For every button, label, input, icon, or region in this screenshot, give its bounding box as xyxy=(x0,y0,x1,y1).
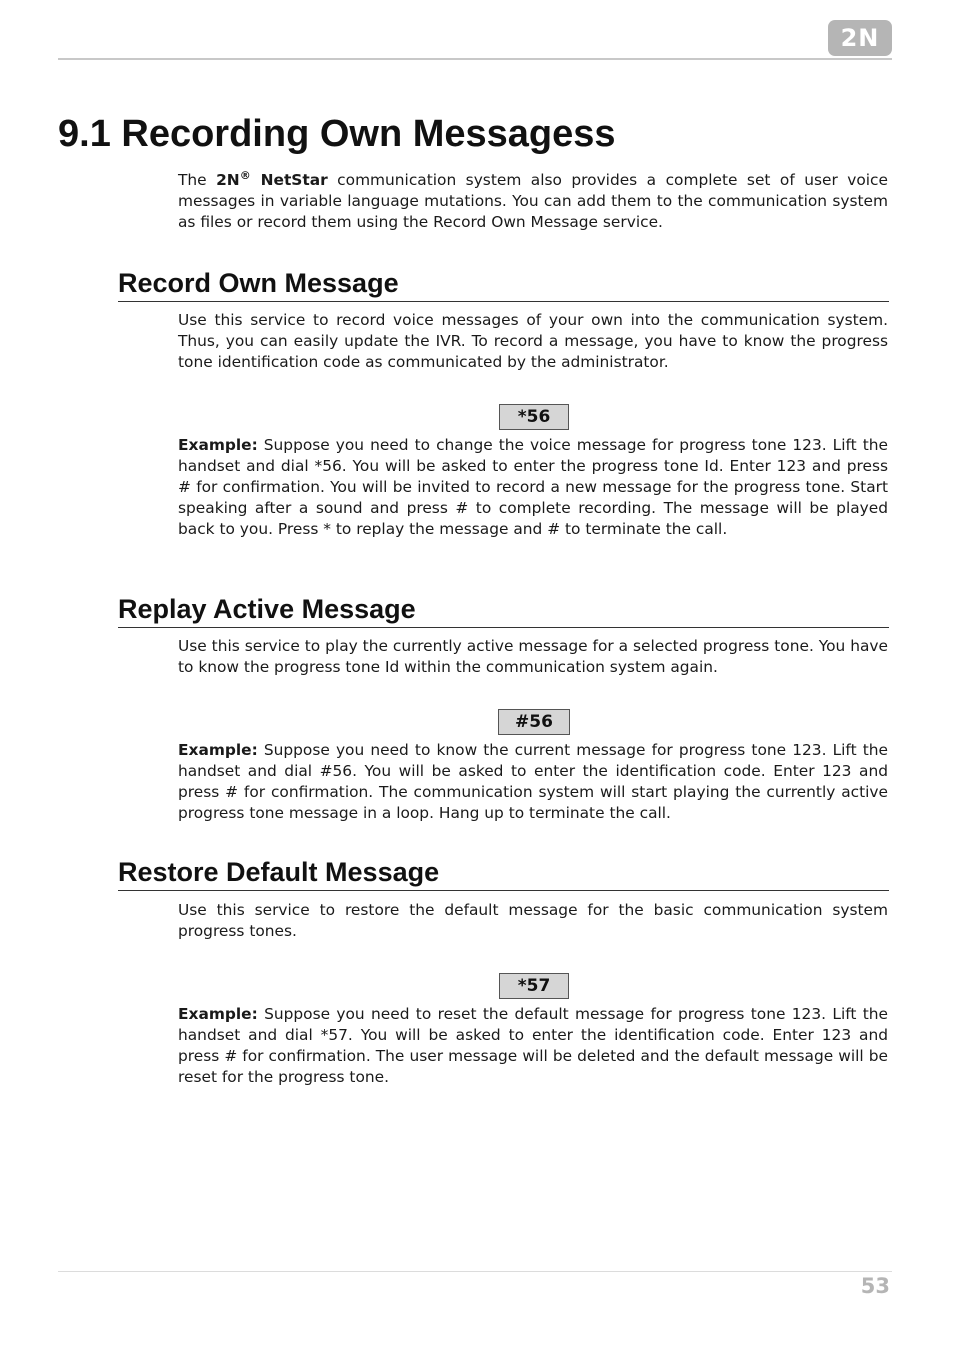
section-description: Use this service to record voice messages of your own into the communication system. Thus, you can easily update the IVR. To record a message, you have to know the progress tone identification code as communicated by the administrator. xyxy=(178,311,888,371)
section-description: Use this service to restore the default message for the basic communication system progress tones. xyxy=(178,901,888,940)
service-code-box: *57 xyxy=(499,973,569,999)
intro-brand: 2N xyxy=(216,171,240,189)
service-code-box: *56 xyxy=(499,404,569,430)
section-heading-replay-active-message: Replay Active Message xyxy=(118,591,889,628)
example-text: Suppose you need to change the voice message for progress tone 123. Lift the handset and dial *56. You will be asked to enter the progress tone Id. Enter 123 and press # for confirmation. You will be invited to record a new message for the progress tone. Start speaking after a sound and press # to complete recording. The message will be played back to you. Press * to replay the message and # to terminate the call. xyxy=(178,436,888,538)
header-divider xyxy=(58,58,892,60)
brand-logo: 2N xyxy=(828,20,892,56)
section-description: Use this service to play the currently active message for a selected progress tone. You have to know the progress tone Id within the communication system again. xyxy=(178,637,888,676)
intro-product: NetStar xyxy=(250,171,328,189)
page-number: 53 xyxy=(860,1274,890,1298)
example-label: Example: xyxy=(178,436,258,454)
example-paragraph xyxy=(178,1004,888,1088)
intro-paragraph xyxy=(178,170,888,233)
intro-registered-mark: ® xyxy=(239,169,251,182)
example-paragraph xyxy=(178,435,888,540)
example-text: Suppose you need to know the current message for progress tone 123. Lift the handset and dial #56. You will be asked to enter the identification code. Enter 123 and press # for confirmation. The communication system will start playing the currently active progress tone message in a loop. Hang up to terminate the call. xyxy=(178,741,888,822)
service-code-box: #56 xyxy=(498,709,570,735)
section-heading-restore-default-message: Restore Default Message xyxy=(118,854,889,891)
example-label: Example: xyxy=(178,741,258,759)
intro-rest: communication system also provides a complete set of user voice messages in variable language mutations. You can add them to the communication system as files or record them using the Record Own Message service. xyxy=(178,171,888,231)
intro-pre: The xyxy=(178,171,217,189)
example-text: Suppose you need to reset the default message for progress tone 123. Lift the handset and dial *57. You will be asked to enter the identification code. Enter 123 and press # for confirmation. The user message will be deleted and the default message will be reset for the progress tone. xyxy=(178,1005,888,1086)
page-title: 9.1 Recording Own Messagess xyxy=(58,113,616,155)
example-label: Example: xyxy=(178,1005,258,1023)
example-paragraph xyxy=(178,740,888,824)
footer-divider xyxy=(58,1271,892,1272)
section-heading-record-own-message: Record Own Message xyxy=(118,265,889,302)
